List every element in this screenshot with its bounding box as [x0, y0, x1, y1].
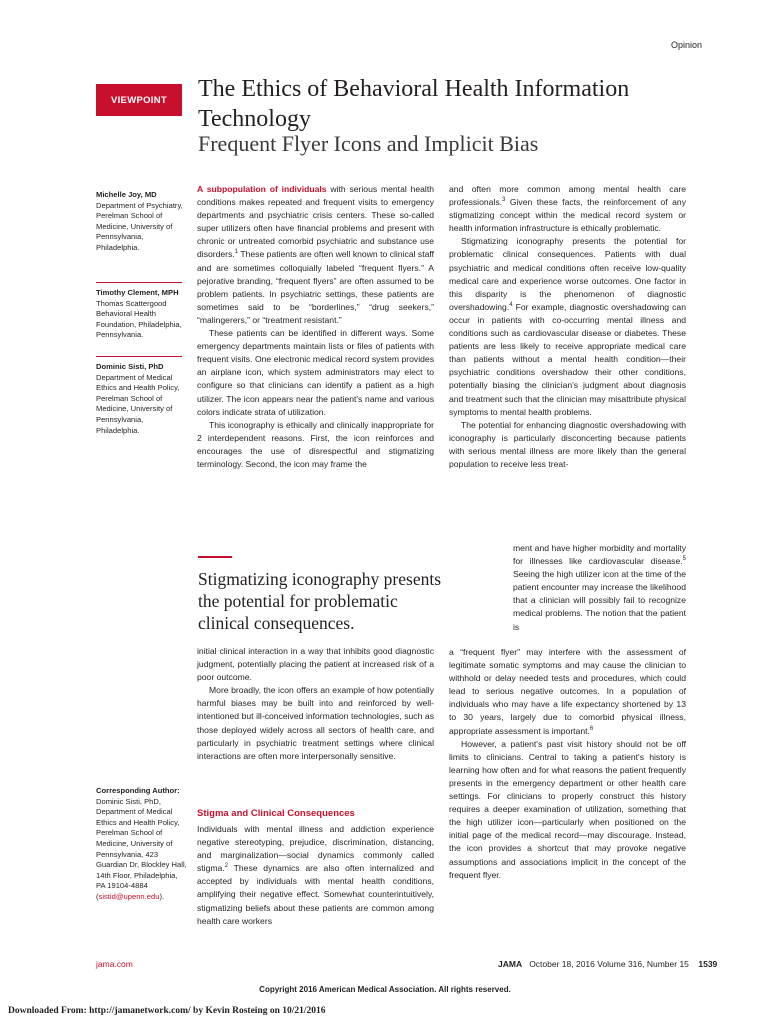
author-3 [96, 362, 186, 436]
paragraph: initial clinical interaction in a way that inhibits good diagnostic judgment, potentially placing the patient at increased risk of a poor outcome. [197, 646, 434, 683]
citation-ref[interactable]: 3 [502, 197, 506, 204]
citation-ref[interactable]: 2 [224, 863, 229, 870]
corresponding-label: Corresponding Author: [96, 786, 180, 795]
paragraph: These patients are often well known to clinical staff and are sometimes colloquially labeled “frequent flyers.” A pejorative branding, “frequent flyers” are often assumed to be problem patients. In psychiatric settings, these patients are sometimes said to be “borderlines,” “drug seekers,” “malingerers,” or “treatment resistant.” [197, 249, 434, 325]
body-column-2-middle [513, 542, 686, 634]
author-2 [96, 288, 186, 341]
section-label: Opinion [671, 40, 703, 50]
paragraph: Seeing the high utilizer icon at the time of the patient encounter may increase the likelihood that a clinician will possibly fail to recognize medical problems. The notion that the patient is [513, 569, 686, 632]
citation-ref[interactable]: 1 [234, 249, 239, 256]
divider [96, 356, 182, 357]
journal-issue-info [498, 959, 717, 969]
download-notice: Downloaded From: http://jamanetwork.com/ by Kevin Rosteing on 10/21/2016 [8, 1006, 326, 1016]
paragraph: Stigmatizing iconography presents the potential for problematic clinical consequences. Patients with dual psychiatric and medical conditions often receive low-quality medical care and experience worse outcomes. One factor in this disparity is the phenomenon of diagnostic overshadowing. [449, 236, 686, 312]
body-column-1-bottom [197, 645, 434, 763]
corresponding-close: ). [159, 891, 165, 901]
paragraph: More broadly, the icon offers an example of how potentially harmful biases may be built into and reinforced by well-intentioned but ill-conceived information technologies, such as those deployed widely across all sectors of health care, and particularly in psychiatric treatment settings where clinical interactions are often more interpersonally sensitive. [197, 685, 434, 761]
paragraph: and often more common among mental health care professionals. [449, 184, 686, 208]
site-link[interactable]: jama.com [96, 959, 133, 969]
divider [96, 282, 182, 283]
article-subtitle: Frequent Flyer Icons and Implicit Bias [198, 131, 539, 156]
lead-in: A subpopulation of individuals [197, 184, 327, 194]
paragraph: This iconography is ethically and clinically inappropriate for 2 interdependent reasons. First, the icon reinforces and encourages the use of disrespectful and stigmatizing terminology. Second, the icon may frame the [197, 419, 434, 469]
issue-info: October 18, 2016 Volume 316, Number 15 [529, 959, 689, 969]
body-column-1-top [197, 183, 434, 471]
author-affiliation: Thomas Scattergood Behavioral Health Foundation, Philadelphia, Pennsylvania. [96, 298, 182, 340]
section-heading: Stigma and Clinical Consequences [197, 808, 355, 819]
citation-ref[interactable]: 4 [509, 301, 513, 308]
journal-name: JAMA [498, 959, 523, 969]
viewpoint-badge: VIEWPOINT [96, 84, 182, 116]
author-email-link[interactable]: sistid@upenn.edu [98, 891, 160, 901]
corresponding-author [96, 786, 188, 903]
citation-ref[interactable]: 5 [682, 556, 686, 563]
page-number: 1539 [698, 959, 718, 969]
body-column-2-bottom [449, 646, 686, 882]
pullquote: Stigmatizing iconography presents the potential for problematic clinical consequences. [198, 569, 442, 633]
paragraph: The potential for enhancing diagnostic overshadowing with iconography is particularly disconcerting because patients with serious mental illness are more likely than the general population to receive less treat- [449, 419, 686, 469]
author-name: Dominic Sisti, PhD [96, 362, 164, 371]
author-1 [96, 190, 186, 254]
paragraph: a “frequent flyer” may interfere with the assessment of legitimate somatic symptoms and may cause the clinician to withhold or delay needed tests and procedures, which could lead to serious negative outcomes. In a population of individuals who may have a life expectancy shortened by 13 to 30 years, largely due to comorbid physical illness, appropriate assessment is important. [449, 647, 686, 736]
author-name: Timothy Clement, MPH [96, 288, 179, 297]
paragraph: ment and have higher morbidity and mortality for illnesses like cardiovascular disease. [513, 543, 686, 567]
paragraph: However, a patient's past visit history should not be off limits to clinicians. Central to taking a patient's history is learning how often and for what reasons the patient frequently presents in the emergency department or other health care settings. For clinicians to properly construct this history requires a deeper examination of utilization, something that the high utilizer icon—particularly when positioned on the initial page of the medical record—may discourage. Instead, the icon provides a shortcut that may provoke negative assumptions and associations implicit in the concept of the frequent flyer. [449, 738, 686, 880]
corresponding-text: Dominic Sisti, PhD, Department of Medical Ethics and Health Policy, Perelman School of Medicine, University of Pennsylvania, 423 Guardian Dr, Blockley Hall, 14th Floor, Philadelphia, PA 19104-4884 ( [96, 796, 187, 901]
body-column-1-stigma [197, 823, 434, 928]
pullquote-rule [198, 556, 232, 558]
copyright: Copyright 2016 American Medical Association. All rights reserved. [259, 985, 511, 994]
paragraph: These patients can be identified in different ways. Some emergency departments maintain lists or files of patients with frequent visits. One electronic medical record system provides an airplane icon, which system administrators may elect to configure so that clinicians can identify a patient as a high utilizer. The icon appears near the patient's name and various colors indicate strata of utilization. [197, 328, 434, 417]
author-affiliation: Department of Medical Ethics and Health Policy, Perelman School of Medicine, University of Pennsylvania, Philadelphia. [96, 372, 180, 435]
author-affiliation: Department of Psychiatry, Perelman School of Medicine, University of Pennsylvania, Philadelphia. [96, 200, 183, 252]
paragraph: For example, diagnostic overshadowing can occur in patients with co-occurring mental illness and conditions such as cardiovascular disease or diabetes. These patients are less likely to receive appropriate medical care than patients without a mental health condition—their psychiatric conditions overshadow their other conditions, potentially biasing the clinician's judgment about diagnosis and treatment such that the clinician may misattribute physical symptoms to mental health problems. [449, 301, 686, 417]
body-column-2-top [449, 183, 686, 471]
citation-ref[interactable]: 6 [589, 725, 594, 732]
article-title: The Ethics of Behavioral Health Information Technology [198, 76, 630, 132]
paragraph: with serious mental health conditions makes repeated and frequent visits to emergency departments and psychiatric crisis centers. These so-called super utilizers often have financial problems and present with chronic or untreated comorbid psychiatric and substance use disorders. [197, 184, 434, 260]
paragraph: These dynamics are also often internalized and accepted by individuals with mental health conditions, amplifying their negative effect. Somewhat counterintuitively, stigmatizing beliefs about these patients are common among health care workers [197, 863, 434, 926]
paragraph: Given these facts, the reinforcement of any stigmatizing concept within the medical record system or health information infrastructure is ethically problematic. [449, 197, 686, 234]
author-name: Michelle Joy, MD [96, 190, 157, 199]
paragraph: Individuals with mental illness and addiction experience negative stereotyping, prejudice, discrimination, distancing, and marginalization—social dynamics commonly called stigma. [197, 824, 434, 874]
